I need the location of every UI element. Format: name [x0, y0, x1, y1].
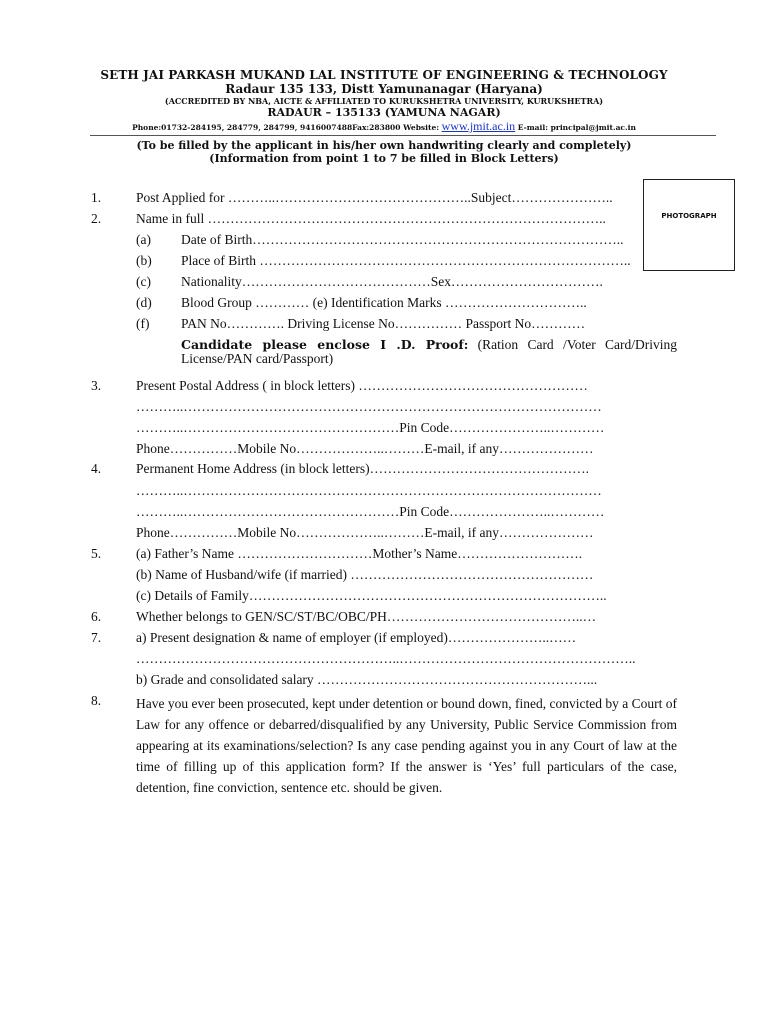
- permanent-address-field[interactable]: Permanent Home Address (in block letters)………………………………………….: [136, 461, 589, 476]
- instruction-line-1: (To be filled by the applicant in his/her own handwriting clearly and completely): [136, 139, 632, 152]
- postal-address-field[interactable]: Present Postal Address ( in block letters) ……………………………………………: [136, 378, 588, 393]
- contact-phone-fax: Phone:01732-284195, 284779, 284799, 9416007488Fax:283800 Website:: [132, 123, 442, 132]
- pan-license-passport-field[interactable]: PAN No…………. Driving License No…………… Passport No…………: [181, 316, 586, 331]
- permanent-address-line-2[interactable]: ………..…………………………………………………………………………………: [136, 483, 602, 498]
- item-number-7: 7.: [91, 630, 102, 645]
- postal-pin-code-field[interactable]: ………..…………………………………………Pin Code…………………..…………: [136, 420, 605, 435]
- name-in-full-field[interactable]: Name in full ……………………………………………………………………………..: [136, 211, 606, 226]
- date-of-birth-field[interactable]: Date of Birth………………………………………………………………………..: [181, 232, 624, 247]
- postal-phone-field[interactable]: Phone……………Mobile No………………..………E-mail, if any…………………: [136, 441, 594, 456]
- post-applied-field[interactable]: Post Applied for ………..……………………………………..Subject…………………..: [136, 190, 613, 205]
- institute-address: Radaur 135 133, Distt Yamunanagar (Haryana): [225, 82, 543, 96]
- id-proof-heading: Candidate please enclose I .D. Proof:: [181, 337, 469, 352]
- accreditation-line: (ACCREDITED BY NBA, AICTE & AFFILIATED TO KURUKSHETRA UNIVERSITY, KURUKSHETRA): [164, 96, 604, 106]
- item-number-6: 6.: [91, 609, 102, 624]
- id-proof-note: [181, 338, 677, 366]
- salary-field[interactable]: b) Grade and consolidated salary ……………………………………………………...: [136, 672, 598, 687]
- instruction-line-2: (Information from point 1 to 7 be filled in Block Letters): [209, 152, 559, 165]
- sub-label-d: (d): [136, 295, 152, 310]
- item-number-8: 8.: [91, 693, 102, 708]
- designation-line-2[interactable]: …………………………………………………..……………………………………………..: [136, 651, 636, 666]
- designation-field[interactable]: a) Present designation & name of employer (if employed)…………………..……: [136, 630, 577, 645]
- item-number-1: 1.: [91, 190, 102, 205]
- item-number-3: 3.: [91, 378, 102, 393]
- prosecution-question: Have you ever been prosecuted, kept under detention or bound down, fined, convicted by a Court of Law for any offence or debarred/disqualified by any University, Public Service Commission from appearing at its examinations/selection? Is any case pending against you in any Court of law at the time of filling up of this application form? If the answer is ‘Yes’ full particulars of the case, detention, fine conviction, sentence etc. should be given.: [136, 696, 677, 795]
- sub-label-a: (a): [136, 232, 151, 247]
- city-line: RADAUR – 135133 (YAMUNA NAGAR): [267, 106, 501, 119]
- spouse-name-field[interactable]: (b) Name of Husband/wife (if married) ………………………………………………: [136, 567, 594, 582]
- item-number-5: 5.: [91, 546, 102, 561]
- category-field[interactable]: Whether belongs to GEN/SC/ST/BC/OBC/PH……………………………………..…: [136, 609, 597, 624]
- photograph-box: [643, 179, 735, 271]
- family-details-field[interactable]: (c) Details of Family……………………………………………………………………..: [136, 588, 607, 603]
- blood-group-field[interactable]: Blood Group ………… (e) Identification Marks …………………………..: [181, 295, 587, 310]
- sub-label-c: (c): [136, 274, 151, 289]
- sub-label-b: (b): [136, 253, 152, 268]
- place-of-birth-field[interactable]: Place of Birth ………………………………………………………………………..: [181, 253, 631, 268]
- header-divider: [90, 135, 716, 136]
- contact-line: [0, 119, 768, 134]
- postal-address-line-2[interactable]: ………..…………………………………………………………………………………: [136, 399, 602, 414]
- website-link[interactable]: www.jmit.ac.in: [441, 119, 516, 133]
- institute-name: SETH JAI PARKASH MUKAND LAL INSTITUTE OF ENGINEERING & TECHNOLOGY: [100, 68, 668, 82]
- photograph-label: PHOTOGRAPH: [661, 212, 717, 220]
- nationality-sex-field[interactable]: Nationality……………………………………Sex…………………………….: [181, 274, 603, 289]
- permanent-pin-code-field[interactable]: ………..…………………………………………Pin Code…………………..…………: [136, 504, 605, 519]
- sub-label-f: (f): [136, 316, 150, 331]
- item-number-2: 2.: [91, 211, 102, 226]
- permanent-phone-field[interactable]: Phone……………Mobile No………………..………E-mail, if any…………………: [136, 525, 594, 540]
- item-number-4: 4.: [91, 461, 102, 476]
- parents-name-field[interactable]: (a) Father’s Name …………………………Mother’s Name……………………….: [136, 546, 583, 561]
- id-proof-list: (Ration Card /Voter Card/Driving License/PAN card/Passport): [181, 337, 677, 366]
- contact-email: E-mail: principal@jmit.ac.in: [515, 123, 636, 132]
